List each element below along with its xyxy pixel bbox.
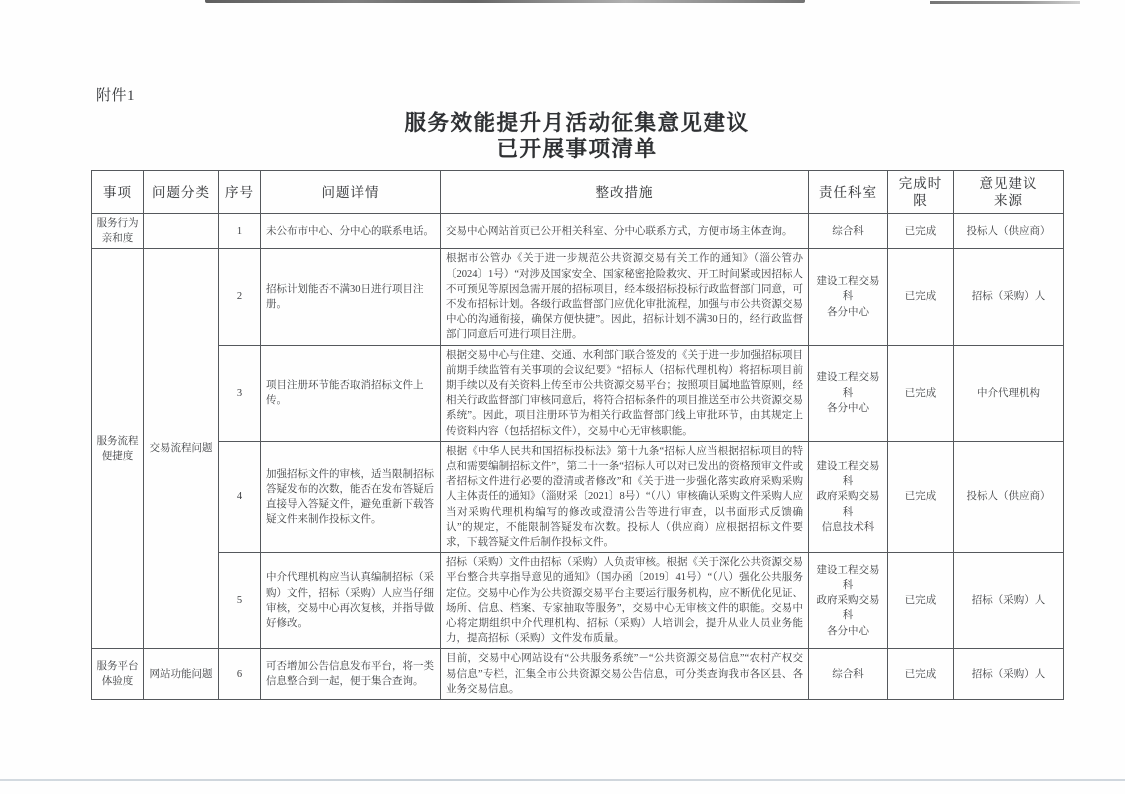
cell-category-6: 网站功能问题	[144, 649, 219, 700]
cell-number-6: 6	[219, 649, 261, 700]
table-row-2	[92, 249, 1064, 345]
cell-measure-1: 交易中心网站首页已公开相关科室、分中心联系方式，方便市场主体查询。	[441, 214, 809, 249]
issues-table	[91, 170, 1064, 700]
cell-number-5: 5	[219, 553, 261, 649]
cell-problem-6: 可否增加公告信息发布平台，将一类信息整合到一起，便于集合查询。	[261, 649, 441, 700]
table-header-row	[92, 171, 1064, 214]
header-item: 事项	[92, 171, 144, 214]
cell-department-3: 建设工程交易科 各分中心	[809, 345, 888, 441]
header-category: 问题分类	[144, 171, 219, 214]
header-number: 序号	[219, 171, 261, 214]
cell-number-2: 2	[219, 249, 261, 345]
cell-problem-5: 中介代理机构应当认真编制招标（采购）文件，招标（采购）人应当仔细审核，交易中心再次复核，并指导做好修改。	[261, 553, 441, 649]
cell-measure-2: 根据市公管办《关于进一步规范公共资源交易有关工作的通知》（淄公管办〔2024〕1号）“对涉及国家安全、国家秘密抢险救灾、开工时间紧或因招标人不可预见等原因急需开展的招标项目，经本级招标投标行政监督部门同意，可不发布招标计划。各级行政监督部门应优化审批流程，加强与市公共资源交易中心的沟通衔接，确保方便快捷”。因此，招标计划不满30日的，经行政监督部门同意后可进行项目注册。	[441, 249, 809, 345]
title-line-2: 已开展事项清单	[496, 137, 658, 161]
scan-artifact-top	[205, 0, 805, 3]
table-row-1	[92, 214, 1064, 249]
cell-source-6: 招标（采购）人	[954, 649, 1064, 700]
cell-number-1: 1	[219, 214, 261, 249]
table-row-4	[92, 441, 1064, 552]
header-problem: 问题详情	[261, 171, 441, 214]
cell-measure-4: 根据《中华人民共和国招标投标法》第十九条“招标人应当根据招标项目的特点和需要编制招标文件”，第二十一条“招标人可以对已发出的资格预审文件或者招标文件进行必要的澄清或者修改”和《关于进一步强化落实政府采购采购人主体责任的通知》（淄财采〔2021〕8号）“（八）审核确认采购文件采购人应当对采购代理机构编写的修改或澄清公告等进行审查，以书面形式反馈确认”的规定，不能限制答疑发布次数。投标人（供应商）应根据招标文件要求，下载答疑文件后制作投标文件。	[441, 441, 809, 552]
cell-deadline-3: 已完成	[888, 345, 954, 441]
cell-department-6: 综合科	[809, 649, 888, 700]
table-row-3	[92, 345, 1064, 441]
cell-measure-5: 招标（采购）文件由招标（采购）人负责审核。根据《关于深化公共资源交易平台整合共享指导意见的通知》（国办函〔2019〕41号）“（八）强化公共服务定位。交易中心作为公共资源交易平台主要运行服务机构，应不断优化见证、场所、信息、档案、专家抽取等服务”，交易中心无审核文件的职能。交易中心将定期组织中介代理机构、招标（采购）人培训会，提升从业人员业务能力，提高招标（采购）文件发布质量。	[441, 553, 809, 649]
cell-measure-3: 根据交易中心与住建、交通、水利部门联合签发的《关于进一步加强招标项目前期手续监管有关事项的会议纪要》“招标人（招标代理机构）将招标项目前期手续以及有关资料上传至市公共资源交易平台；按照项目属地监管原则，经相关行政监督部门审核同意后，将符合招标条件的项目推送至市公共资源交易系统”。因此，项目注册环节为相关行政监督部门线上审批环节，由其规定上传资料内容（包括招标文件），交易中心无审核职能。	[441, 345, 809, 441]
cell-item-1: 服务行为亲和度	[92, 214, 144, 249]
cell-deadline-4: 已完成	[888, 441, 954, 552]
header-department: 责任科室	[809, 171, 888, 214]
cell-source-2: 招标（采购）人	[954, 249, 1064, 345]
cell-department-5: 建设工程交易科 政府采购交易科 各分中心	[809, 553, 888, 649]
cell-source-1: 投标人（供应商）	[954, 214, 1064, 249]
cell-deadline-2: 已完成	[888, 249, 954, 345]
cell-number-4: 4	[219, 441, 261, 552]
cell-deadline-5: 已完成	[888, 553, 954, 649]
cell-problem-3: 项目注册环节能否取消招标文件上传。	[261, 345, 441, 441]
cell-measure-6: 目前，交易中心网站设有“公共服务系统”－“公共资源交易信息”“农村产权交易信息”专栏，汇集全市公共资源交易公告信息，可分类查询我市各区县、各业务交易信息。	[441, 649, 809, 700]
cell-department-4: 建设工程交易科 政府采购交易科 信息技术科	[809, 441, 888, 552]
table-row-6	[92, 649, 1064, 700]
scan-artifact-top-right	[930, 1, 1080, 4]
scan-artifact-bottom	[0, 779, 1125, 781]
table-row-5	[92, 553, 1064, 649]
cell-problem-1: 未公布市中心、分中心的联系电话。	[261, 214, 441, 249]
cell-category-1	[144, 214, 219, 249]
cell-item-6: 服务平台体验度	[92, 649, 144, 700]
cell-number-3: 3	[219, 345, 261, 441]
cell-problem-2: 招标计划能否不满30日进行项目注册。	[261, 249, 441, 345]
cell-department-1: 综合科	[809, 214, 888, 249]
cell-department-2: 建设工程交易科 各分中心	[809, 249, 888, 345]
cell-category-group-2: 交易流程问题	[144, 249, 219, 649]
document-title	[91, 110, 1063, 162]
header-measure: 整改措施	[441, 171, 809, 214]
header-deadline: 完成时限	[888, 171, 954, 214]
cell-deadline-6: 已完成	[888, 649, 954, 700]
cell-source-5: 招标（采购）人	[954, 553, 1064, 649]
cell-source-4: 投标人（供应商）	[954, 441, 1064, 552]
cell-problem-4: 加强招标文件的审核，适当限制招标答疑发布的次数，能否在发布答疑后直接导入答疑文件，避免重新下载答疑文件来制作投标文件。	[261, 441, 441, 552]
cell-deadline-1: 已完成	[888, 214, 954, 249]
cell-item-group-2: 服务流程便捷度	[92, 249, 144, 649]
title-line-1: 服务效能提升月活动征集意见建议	[404, 111, 750, 135]
cell-source-3: 中介代理机构	[954, 345, 1064, 441]
header-source: 意见建议 来源	[954, 171, 1064, 214]
attachment-label: 附件1	[96, 88, 136, 104]
